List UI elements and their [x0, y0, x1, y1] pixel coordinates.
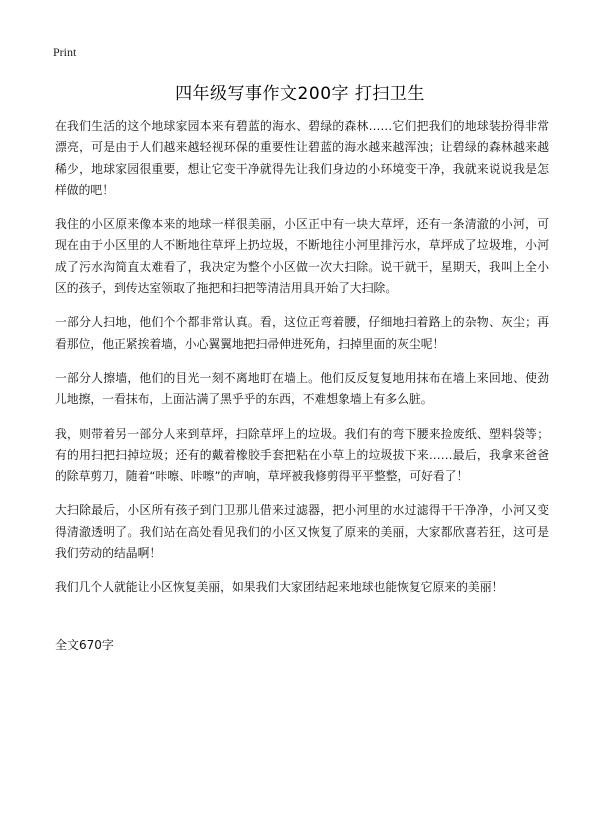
paragraph-river: 大扫除最后，小区所有孩子到门卫那儿借来过滤器，把小河里的水过滤得干干净净，小河又变得清澈透明了。我们站在高处看见我们的小区又恢复了原来的美丽，大家都欣喜若狂，这可是我们劳动的结晶啊！ [55, 503, 549, 561]
print-link[interactable]: Print [53, 45, 77, 59]
article-body [55, 116, 549, 612]
paragraph-neighborhood: 我住的小区原来像本来的地球一样很美丽，小区正中有一块大草坪，还有一条清澈的小河，可现在由于小区里的人不断地往草坪上扔垃圾，不断地往小河里排污水，草坪成了垃圾堆，小河成了污水沟简直太难看了，我决定为整个小区做一次大扫除。说干就干，星期天，我叫上全小区的孩子，到传达室领取了拖把和扫把等清洁用具开始了大扫除。 [55, 217, 549, 296]
page-title: 四年级写事作文200字 打扫卫生 [175, 84, 425, 104]
paragraph-wall-cleaning: 一部分人擦墙，他们的目光一刻不离地盯在墙上。他们反反复复地用抹布在墙上来回地、使劲儿地擦，一看抹布，上面沾满了黑乎乎的东西，不难想象墙上有多么脏。 [55, 370, 549, 407]
word-count: 全文670字 [55, 638, 114, 652]
paragraph-intro: 在我们生活的这个地球家园本来有碧蓝的海水、碧绿的森林……它们把我们的地球装扮得非常漂亮，可是由于人们越来越轻视环保的重要性让碧蓝的海水越来越浑浊；让碧绿的森林越来越稀少，地球家园很重要，想让它变干净就得先让我们身边的小环境变干净，我就来说说我是怎样做的吧！ [55, 119, 549, 197]
paragraph-lawn: 我，则带着另一部分人来到草坪，扫除草坪上的垃圾。我们有的弯下腰来捡废纸、塑料袋等；有的用扫把扫掉垃圾；还有的戴着橡胶手套把粘在小草上的垃圾拔下来……最后，我拿来爸爸的除草剪刀，随着“咔嚓、咔嚓”的声响，草坪被我修剪得平平整整，可好看了！ [55, 426, 549, 484]
paragraph-sweeping: 一部分人扫地，他们个个都非常认真。看，这位正弯着腰，仔细地扫着路上的杂物、灰尘；再看那位，他正紧挨着墙，小心翼翼地把扫帚伸进死角，扫掉里面的灰尘呢！ [55, 315, 549, 351]
paragraph-conclusion: 我们几个人就能让小区恢复美丽，如果我们大家团结起来地球也能恢复它原来的美丽！ [55, 580, 504, 595]
